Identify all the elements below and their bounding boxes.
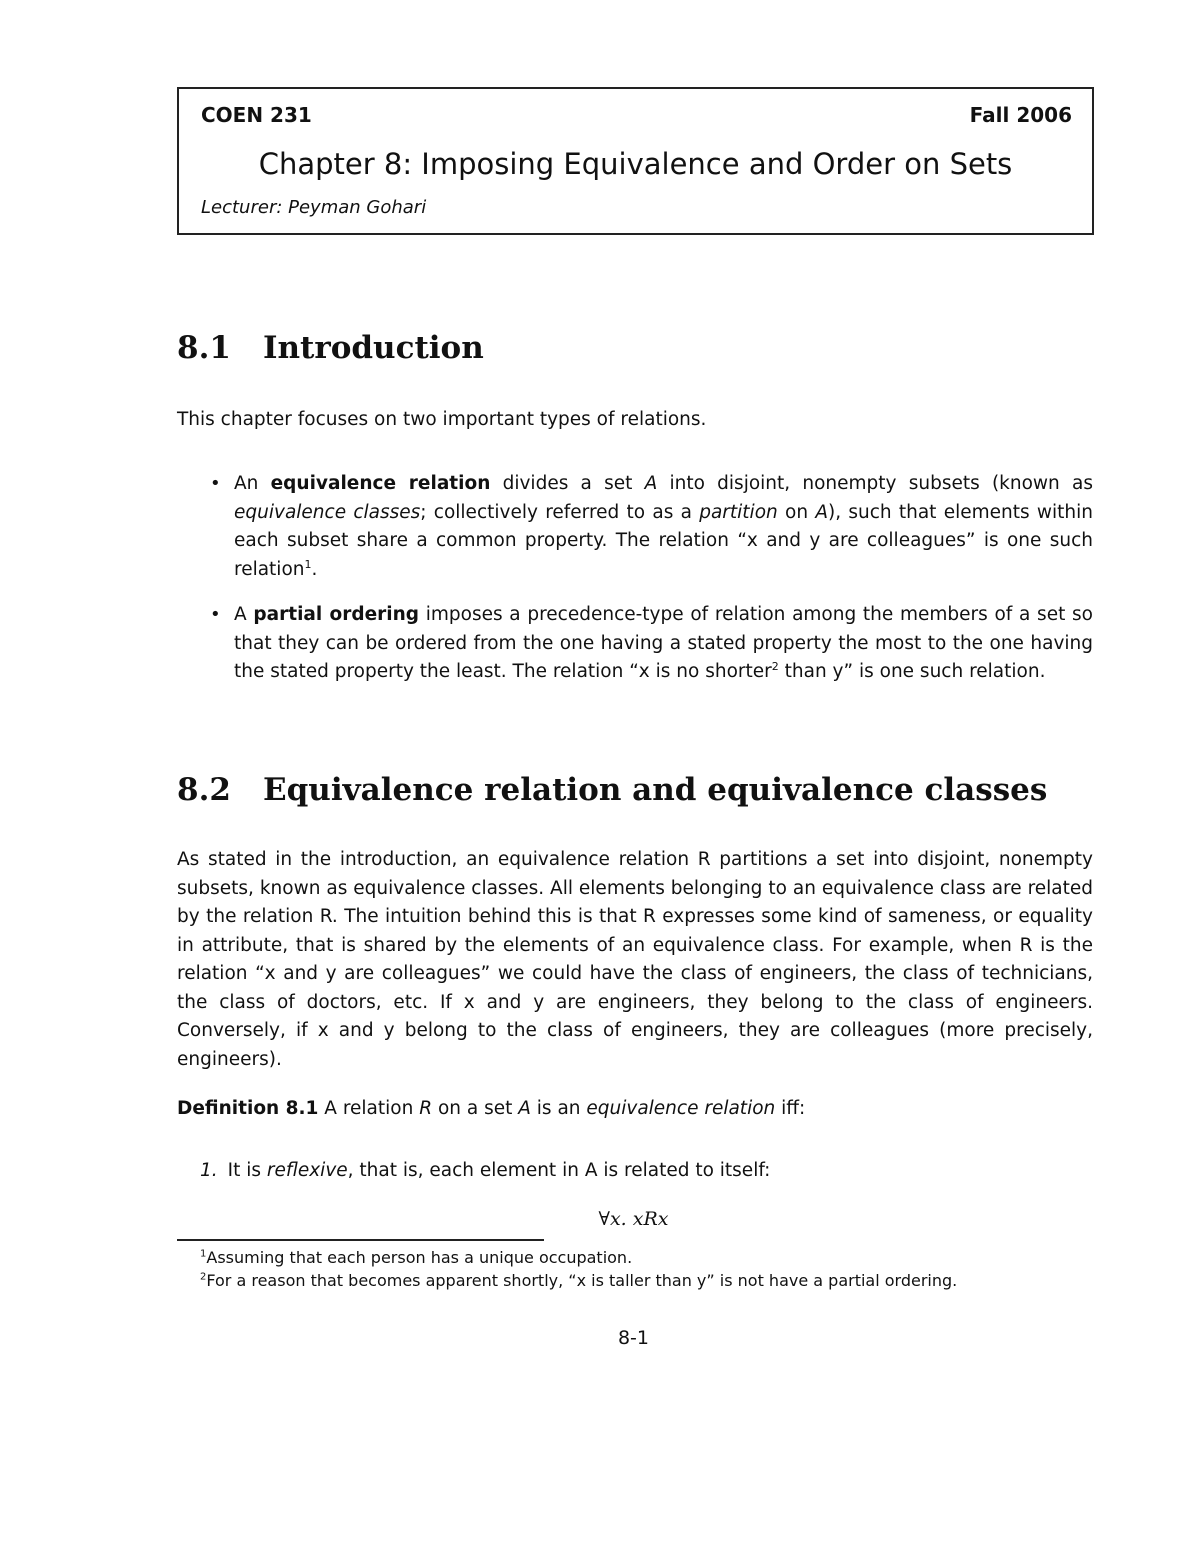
term-equivalence-relation: equivalence relation [270, 473, 491, 494]
footnote-ref-2: 2 [771, 659, 779, 673]
footnote-1: $^1$Assuming that each person has a unique occupation. [200, 1248, 633, 1267]
term: Fall 2006 [969, 103, 1072, 127]
definition-label: Definition 8.1 [177, 1098, 319, 1119]
relation-types-list [177, 470, 1093, 687]
list-item: • A partial ordering imposes a precedence-type of relation among the members of a set so that they can be ordered from the one having a stated property the most to the one having the stated property the least. The relation “x is no shorter$^2$ than y” is one such relation. [177, 601, 1093, 687]
bullet-icon: • [210, 604, 221, 625]
intro-paragraph: This chapter focuses on two important types of relations. [177, 409, 707, 430]
chapter-title: Chapter 8: Imposing Equivalence and Order on Sets [258, 147, 1013, 181]
section-title: Introduction [263, 330, 484, 366]
section-number: 8.2 [177, 772, 231, 808]
definition-8-1: Definition 8.1 A relation R on a set A is an equivalence relation iff: [177, 1098, 806, 1119]
reflexive-formula: ∀x. xRx [598, 1208, 669, 1230]
footnote-2: $^2$For a reason that becomes apparent shortly, “x is taller than y” is not have a partial ordering. [200, 1271, 958, 1290]
term-partial-ordering: partial ordering [253, 604, 420, 625]
item-number: 1. [200, 1160, 218, 1181]
section-number: 8.1 [177, 330, 231, 366]
bullet-icon: • [210, 473, 221, 494]
list-item: • An equivalence relation divides a set A into disjoint, nonempty subsets (known as equivalence classes; collectively referred to as a partition on A), such that elements within each subset share a common property. The relation “x and y are colleagues” is one such relation$^1$. [177, 470, 1093, 584]
section-title: Equivalence relation and equivalence classes [263, 772, 1048, 808]
definition-item-1: 1. It is reflexive, that is, each element in A is related to itself: [200, 1160, 771, 1181]
lecturer-name: Lecturer: Peyman Gohari [201, 197, 427, 218]
equivalence-paragraph: As stated in the introduction, an equivalence relation R partitions a set into disjoint, nonempty subsets, known as equivalence classes. All elements belonging to an equivalence class are related by the relation R. The intuition behind this is that R expresses some kind of sameness, or equality in attribute, that is shared by the elements of an equivalence class. For example, when R is the relation “x and y are colleagues” we could have the class of engineers, the class of technicians, the class of doctors, etc. If x and y are engineers, they belong to the class of engineers. Conversely, if x and y belong to the class of engineers, they are colleagues (more precisely, engineers). [177, 849, 1093, 1070]
section-heading-equivalence [177, 772, 1047, 808]
lecture-header-box [177, 87, 1094, 235]
footnote-divider [177, 1239, 544, 1241]
course-code: COEN 231 [201, 103, 312, 127]
section-heading-introduction [177, 330, 484, 366]
footnote-ref-1: 1 [304, 557, 312, 571]
page-number: 8-1 [617, 1327, 650, 1349]
